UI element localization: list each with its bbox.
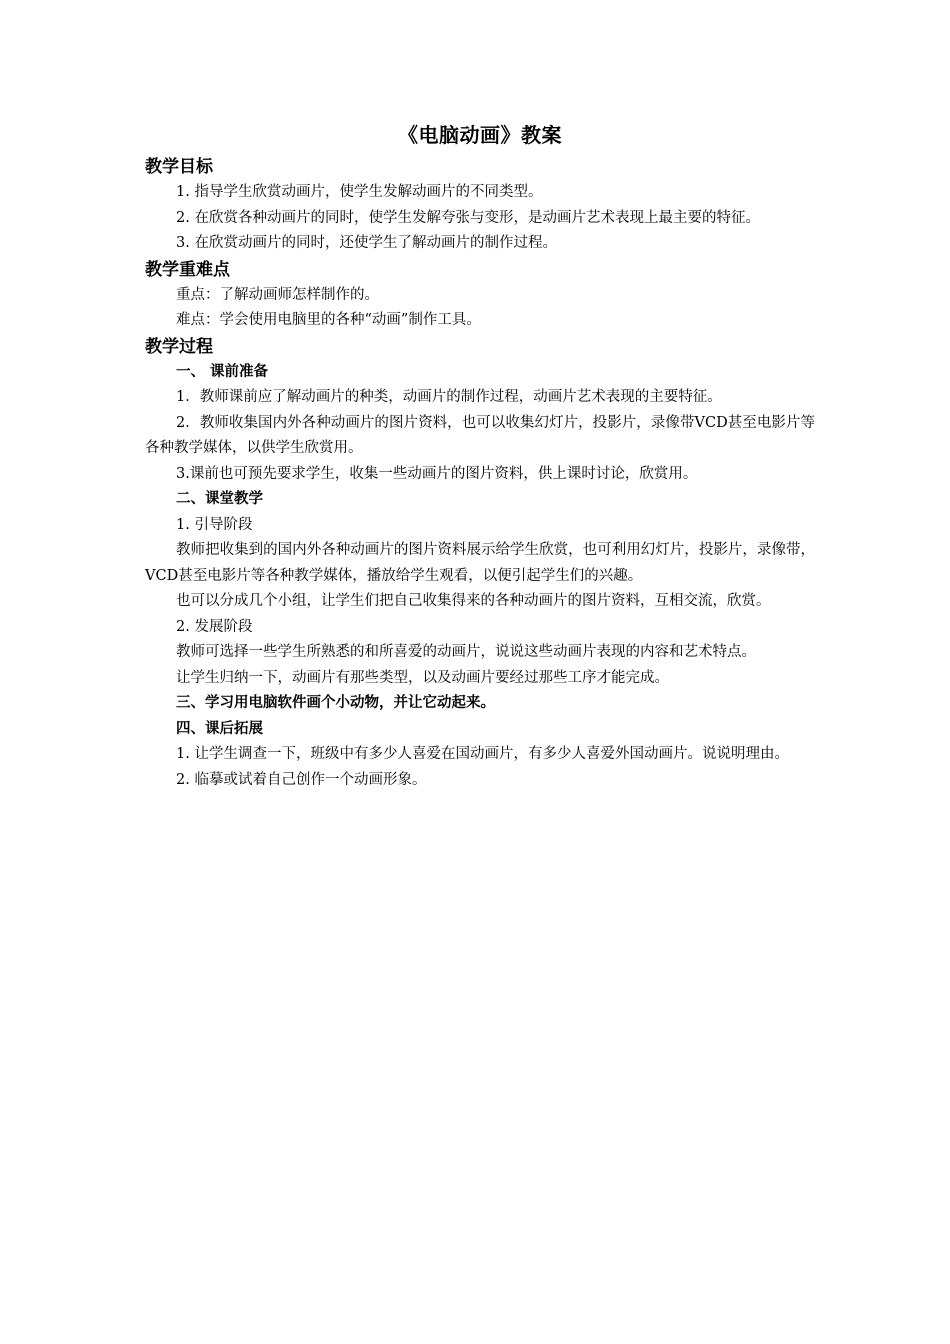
part4-item-1: 1. 让学生调查一下，班级中有多少人喜爱在国动画片，有多少人喜爱外国动画片。说说明理由。 [176, 746, 789, 762]
part2-stage1-item-2: 也可以分成几个小组，让学生们把自己收集得来的各种动画片的图片资料，互相交流，欣赏。 [176, 593, 771, 609]
key-points-heading: 教学重难点 [145, 259, 230, 280]
document-page [145, 118, 815, 793]
part1-item-1: 1．教师课前应了解动画片的种类，动画片的制作过程，动画片艺术表现的主要特征。 [176, 389, 722, 405]
part2-stage1-title: 1. 引导阶段 [176, 516, 253, 533]
part2-stage2-item-2: 让学生归纳一下，动画片有那些类型，以及动画片要经过那些工序才能完成。 [176, 669, 669, 686]
part1-item-3: 3.课前也可预先要求学生，收集一些动画片的图片资料，供上课时讨论，欣赏用。 [176, 465, 698, 482]
objective-item-3: 3. 在欣赏动画片的同时，还使学生了解动画片的制作过程。 [176, 235, 557, 251]
part2-stage2-title: 2. 发展阶段 [176, 618, 253, 635]
objective-item-1: 1. 指导学生欣赏动画片，使学生发解动画片的不同类型。 [176, 184, 543, 200]
part4-item-2: 2. 临摹或试着自己创作一个动画形象。 [176, 771, 427, 788]
objectives-heading: 教学目标 [145, 157, 213, 177]
part4-title: 四、课后拓展 [176, 720, 263, 737]
process-heading: 教学过程 [145, 336, 213, 357]
part2-title: 二、课堂教学 [176, 491, 263, 507]
document-title: 《电脑动画》教案 [398, 123, 562, 147]
part1-title: 一、 课前准备 [176, 363, 269, 380]
part2-stage2-item-1: 教师可选择一些学生所熟悉的和所喜爱的动画片，说说这些动画片表现的内容和艺术特点。 [176, 644, 756, 660]
key-point-difficulty: 难点：学会使用电脑里的各种“动画”制作工具。 [176, 312, 481, 328]
part2-stage1-item-1: 教师把收集到的国内外各种动画片的图片资料展示给学生欣赏，也可利用幻灯片，投影片，录像带，VCD甚至电影片等各种教学媒体，播放给学生观看，以便引起学生们的兴趣。 [145, 542, 815, 584]
objective-item-2: 2. 在欣赏各种动画片的同时，使学生发解夸张与变形，是动画片艺术表现上最主要的特征。 [176, 209, 760, 226]
part3-title: 三、学习用电脑软件画个小动物，并让它动起来。 [176, 695, 495, 711]
part1-item-2: 2．教师收集国内外各种动画片的图片资料，也可以收集幻灯片，投影片，录像带VCD甚至电影片等各种教学媒体，以供学生欣赏用。 [145, 414, 815, 456]
key-point-focus: 重点：了解动画师怎样制作的。 [176, 286, 379, 303]
